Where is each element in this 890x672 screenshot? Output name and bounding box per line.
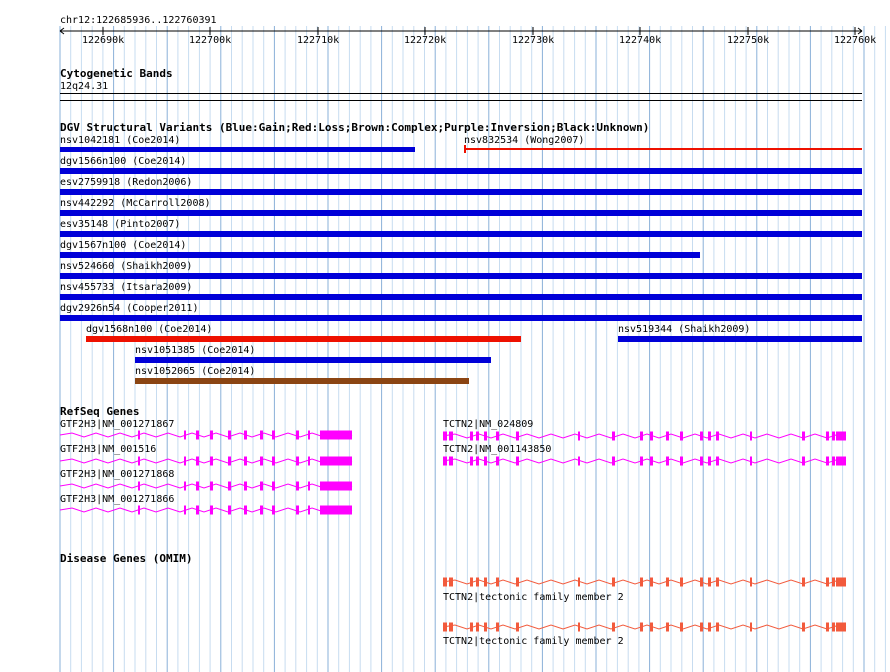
- gene-exon: [476, 432, 479, 441]
- dgv-variant-bar: [60, 294, 862, 300]
- gene-exon: [832, 623, 835, 632]
- gene-exon: [138, 506, 140, 515]
- gene-exon: [443, 457, 447, 466]
- gene-exon: [680, 623, 683, 632]
- gene-exon: [449, 578, 453, 587]
- gene-exon: [244, 431, 247, 440]
- gene-exon: [138, 431, 140, 440]
- dgv-variant-bar: [60, 189, 862, 195]
- gene-exon: [496, 623, 499, 632]
- gene-exon: [802, 623, 805, 632]
- refseq-gene-label: TCTN2|NM_024809: [443, 419, 534, 430]
- gene-exon: [650, 457, 653, 466]
- omim-gene-label: TCTN2|tectonic family member 2: [443, 636, 624, 647]
- refseq-gene-label: GTF2H3|NM_001271867: [60, 419, 175, 430]
- dgv-variant-start-tick: [464, 145, 466, 153]
- gene-exon: [308, 506, 310, 515]
- gene-exon: [666, 623, 669, 632]
- gene-exon: [210, 506, 213, 515]
- gene-exon: [470, 432, 473, 441]
- dgv-variant-bar: [60, 231, 862, 237]
- gene-exon: [184, 457, 186, 466]
- gene-exon: [443, 623, 447, 632]
- gene-exon: [832, 432, 835, 441]
- gene-exon: [272, 506, 275, 515]
- gene-exon: [260, 506, 263, 515]
- gene-exon: [210, 457, 213, 466]
- gene-exon: [228, 431, 231, 440]
- gene-exon: [700, 578, 703, 587]
- gene-exon: [272, 482, 275, 491]
- gene-exon: [802, 457, 805, 466]
- gene-exon: [750, 432, 752, 441]
- ruler-tick-label: 122710k: [297, 35, 340, 46]
- gene-exon: [184, 431, 186, 440]
- dgv-variant-bar: [60, 273, 862, 279]
- dgv-variant-label: nsv524660 (Shaikh2009): [60, 261, 193, 272]
- gene-exon: [612, 432, 615, 441]
- gene-exon: [484, 457, 487, 466]
- gene-exon: [826, 578, 829, 587]
- gene-exon: [680, 578, 683, 587]
- ruler-tick-label: 122760k: [834, 35, 877, 46]
- gene-exon: [750, 457, 752, 466]
- gene-exon: [836, 432, 846, 441]
- gene-exon: [516, 457, 519, 466]
- gene-exon: [443, 432, 447, 441]
- gene-exon: [516, 432, 519, 441]
- gene-exon: [320, 431, 352, 440]
- ruler-tick-label: 122720k: [404, 35, 447, 46]
- gene-exon: [650, 623, 653, 632]
- gene-exon: [750, 578, 752, 587]
- refseq-gene-label: GTF2H3|NM_001271868: [60, 469, 175, 480]
- gene-exon: [708, 457, 711, 466]
- gene-exon: [700, 623, 703, 632]
- dgv-variant-label: nsv1052065 (Coe2014): [135, 366, 256, 377]
- gene-exon: [184, 482, 186, 491]
- gene-exon: [228, 482, 231, 491]
- refseq-track-title: RefSeq Genes: [60, 405, 140, 418]
- gene-exon: [272, 457, 275, 466]
- dgv-variant-bar: [464, 148, 862, 150]
- gene-exon: [296, 506, 299, 515]
- gene-exon: [716, 432, 719, 441]
- dgv-variant-bar: [60, 168, 862, 174]
- gene-exon: [244, 457, 247, 466]
- dgv-variant-label: dgv2926n54 (Cooper2011): [60, 303, 199, 314]
- dgv-variant-label: nsv832534 (Wong2007): [464, 135, 585, 146]
- gene-exon: [700, 432, 703, 441]
- dgv-variant-label: nsv1042181 (Coe2014): [60, 135, 181, 146]
- ruler-tick-label: 122700k: [189, 35, 232, 46]
- gene-exon: [802, 578, 805, 587]
- gene-exon: [578, 578, 580, 587]
- gene-exon: [308, 482, 310, 491]
- dgv-variant-bar: [135, 357, 491, 363]
- gene-exon: [650, 578, 653, 587]
- gene-exon: [708, 578, 711, 587]
- gene-exon: [449, 457, 453, 466]
- ruler-tick-label: 122740k: [619, 35, 662, 46]
- gene-exon: [612, 457, 615, 466]
- dgv-variant-label: dgv1566n100 (Coe2014): [60, 156, 187, 167]
- gene-exon: [516, 623, 519, 632]
- dgv-variant-bar: [135, 378, 469, 384]
- gene-exon: [826, 623, 829, 632]
- gene-exon: [196, 482, 199, 491]
- gene-exon: [612, 623, 615, 632]
- ruler-tick-label: 122730k: [512, 35, 555, 46]
- gene-exon: [320, 457, 352, 466]
- gene-exon: [832, 457, 835, 466]
- refseq-gene-label: GTF2H3|NM_001516: [60, 444, 157, 455]
- gene-exon: [320, 482, 352, 491]
- gene-exon: [138, 482, 140, 491]
- gene-exon: [320, 506, 352, 515]
- cytoband-line-bottom: [60, 100, 862, 101]
- gene-exon: [640, 432, 643, 441]
- gene-exon: [184, 506, 186, 515]
- gene-exon: [244, 482, 247, 491]
- cytoband-line-top: [60, 93, 862, 94]
- gene-exon: [666, 432, 669, 441]
- ruler-tick-label: 122690k: [82, 35, 125, 46]
- gene-exon: [449, 432, 453, 441]
- gene-exon: [272, 431, 275, 440]
- gene-exon: [470, 578, 473, 587]
- gene-exon: [196, 506, 199, 515]
- gene-exon: [650, 432, 653, 441]
- refseq-gene-label: TCTN2|NM_001143850: [443, 444, 552, 455]
- gene-exon: [308, 431, 310, 440]
- dgv-variant-bar: [60, 210, 862, 216]
- gene-exon: [496, 432, 499, 441]
- dgv-variant-label: nsv1051385 (Coe2014): [135, 345, 256, 356]
- refseq-gene-label: GTF2H3|NM_001271866: [60, 494, 175, 505]
- gene-exon: [210, 431, 213, 440]
- gene-exon: [666, 578, 669, 587]
- gene-exon: [196, 457, 199, 466]
- gene-exon: [612, 578, 615, 587]
- gene-exon: [708, 623, 711, 632]
- gene-exon: [443, 578, 447, 587]
- cytoband-label: 12q24.31: [60, 81, 109, 92]
- gene-exon: [832, 578, 835, 587]
- gene-exon: [666, 457, 669, 466]
- gene-exon: [296, 482, 299, 491]
- omim-gene-intron-line: [443, 625, 846, 629]
- gene-exon: [640, 578, 643, 587]
- dgv-variant-bar: [60, 147, 415, 152]
- refseq-gene-intron-line: [443, 434, 846, 438]
- gene-exon: [826, 432, 829, 441]
- gene-exon: [228, 506, 231, 515]
- gene-exon: [716, 457, 719, 466]
- gene-exon: [708, 432, 711, 441]
- gene-exon: [260, 431, 263, 440]
- refseq-gene-intron-line: [443, 459, 846, 463]
- gene-exon: [516, 578, 519, 587]
- gene-exon: [260, 457, 263, 466]
- gene-exon: [296, 431, 299, 440]
- gene-exon: [680, 457, 683, 466]
- gene-exon: [750, 623, 752, 632]
- gene-exon: [484, 623, 487, 632]
- gene-exon: [802, 432, 805, 441]
- dgv-variant-bar: [86, 336, 521, 342]
- gene-exon: [578, 432, 580, 441]
- gene-exon: [476, 578, 479, 587]
- gene-exon: [836, 623, 846, 632]
- omim-track-title: Disease Genes (OMIM): [60, 552, 193, 565]
- gene-exon: [640, 457, 643, 466]
- gene-exon: [496, 578, 499, 587]
- dgv-variant-bar: [60, 315, 862, 321]
- gene-exon: [196, 431, 199, 440]
- dgv-variant-label: esv35148 (Pinto2007): [60, 219, 181, 230]
- gene-exon: [449, 623, 453, 632]
- gene-exon: [484, 578, 487, 587]
- gene-exon: [496, 457, 499, 466]
- gene-exon: [476, 457, 479, 466]
- gene-exon: [244, 506, 247, 515]
- dgv-variant-label: nsv442292 (McCarroll2008): [60, 198, 211, 209]
- gene-exon: [228, 457, 231, 466]
- gene-exon: [836, 578, 846, 587]
- dgv-variant-label: esv2759918 (Redon2006): [60, 177, 193, 188]
- gene-exon: [470, 623, 473, 632]
- gene-exon: [210, 482, 213, 491]
- cytoband-track-title: Cytogenetic Bands: [60, 67, 173, 80]
- gene-exon: [826, 457, 829, 466]
- omim-gene-label: TCTN2|tectonic family member 2: [443, 592, 624, 603]
- gene-exon: [308, 457, 310, 466]
- gene-exon: [296, 457, 299, 466]
- dgv-variant-label: dgv1568n100 (Coe2014): [86, 324, 213, 335]
- gene-exon: [138, 457, 140, 466]
- gene-exon: [578, 457, 580, 466]
- gene-exon: [836, 457, 846, 466]
- gene-exon: [680, 432, 683, 441]
- dgv-variant-label: nsv455733 (Itsara2009): [60, 282, 193, 293]
- gene-exon: [716, 578, 719, 587]
- gene-exon: [476, 623, 479, 632]
- gene-exon: [578, 623, 580, 632]
- dgv-variant-label: dgv1567n100 (Coe2014): [60, 240, 187, 251]
- dgv-variant-label: nsv519344 (Shaikh2009): [618, 324, 751, 335]
- dgv-variant-bar: [60, 252, 700, 258]
- dgv-variant-bar: [618, 336, 862, 342]
- dgv-track-title: DGV Structural Variants (Blue:Gain;Red:Loss;Brown:Complex;Purple:Inversion;Black:Unknown): [60, 121, 650, 134]
- gene-exon: [260, 482, 263, 491]
- gene-exon: [716, 623, 719, 632]
- gene-exon: [484, 432, 487, 441]
- ruler-region-label: chr12:122685936..122760391: [60, 15, 217, 26]
- gene-exon: [640, 623, 643, 632]
- omim-gene-intron-line: [443, 580, 846, 584]
- ruler-tick-label: 122750k: [727, 35, 770, 46]
- gene-exon: [700, 457, 703, 466]
- gene-exon: [470, 457, 473, 466]
